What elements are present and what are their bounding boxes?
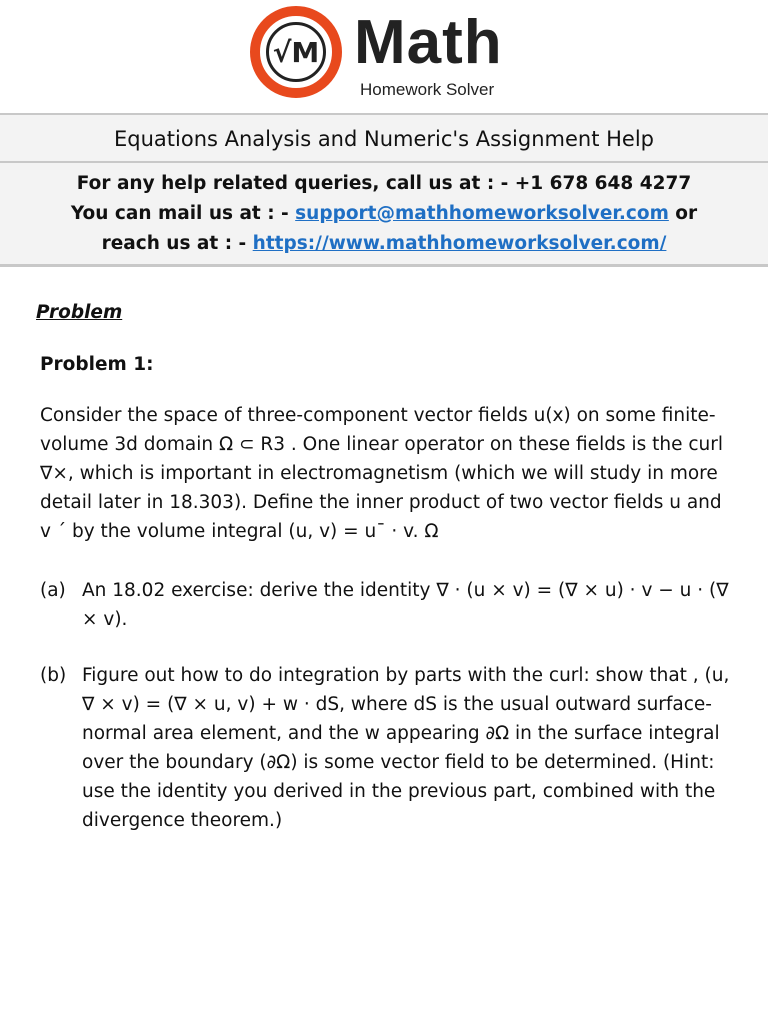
title-band: [0, 113, 768, 161]
item-label: (b): [40, 665, 67, 686]
reach-prefix: reach us at : -: [101, 233, 253, 254]
list-item: [40, 576, 736, 634]
problem-title: Problem 1:: [40, 354, 154, 375]
logo-mark: √M: [266, 22, 326, 82]
item-text: An 18.02 exercise: derive the identity ∇ · (u × v) = (∇ × u) · v − u · (∇ × v).: [82, 580, 729, 630]
section-heading: Problem: [36, 302, 123, 323]
problem-intro: Consider the space of three-component vector fields u(x) on some finite-volume 3d domain Ω ⊂ R3 . One linear operator on these fields is the curl ∇×, which is important in electromagnetism (which we will study in more detail later in 18.303). Define the inner product of two vector fields u and v ´ by the volume integral (u, v) = u¯ · v. Ω: [40, 405, 724, 542]
email-link[interactable]: support@mathhomeworksolver.com: [295, 203, 669, 224]
problem-content: [36, 298, 736, 862]
item-text: Figure out how to do integration by parts with the curl: show that , (u, ∇ × v) = (∇ × u, v) + w · dS, where dS is the usual outward surface-normal area element, and the w appearing ∂Ω in the surface integral over the boundary (∂Ω) is some vector field to be determined. (Hint: use the identity you derived in the previous part, combined with the divergence theorem.): [82, 665, 730, 831]
website-link[interactable]: https://www.mathhomeworksolver.com/: [252, 233, 667, 254]
contact-phone: For any help related queries, call us at : - +1 678 648 4277: [76, 173, 692, 194]
contact-mail-line: [0, 199, 768, 229]
mail-prefix: You can mail us at : -: [70, 203, 296, 224]
contact-band: [0, 161, 768, 267]
logo-emblem: [250, 6, 342, 98]
item-label: (a): [40, 580, 66, 601]
contact-web-line: [0, 229, 768, 259]
logo: [250, 2, 530, 112]
logo-tagline: Homework Solver: [360, 80, 495, 99]
mail-suffix: or: [668, 203, 698, 224]
logo-wordmark: Math: [354, 8, 503, 77]
list-item: [40, 661, 736, 835]
page-title: Equations Analysis and Numeric's Assignment Help: [114, 127, 654, 151]
